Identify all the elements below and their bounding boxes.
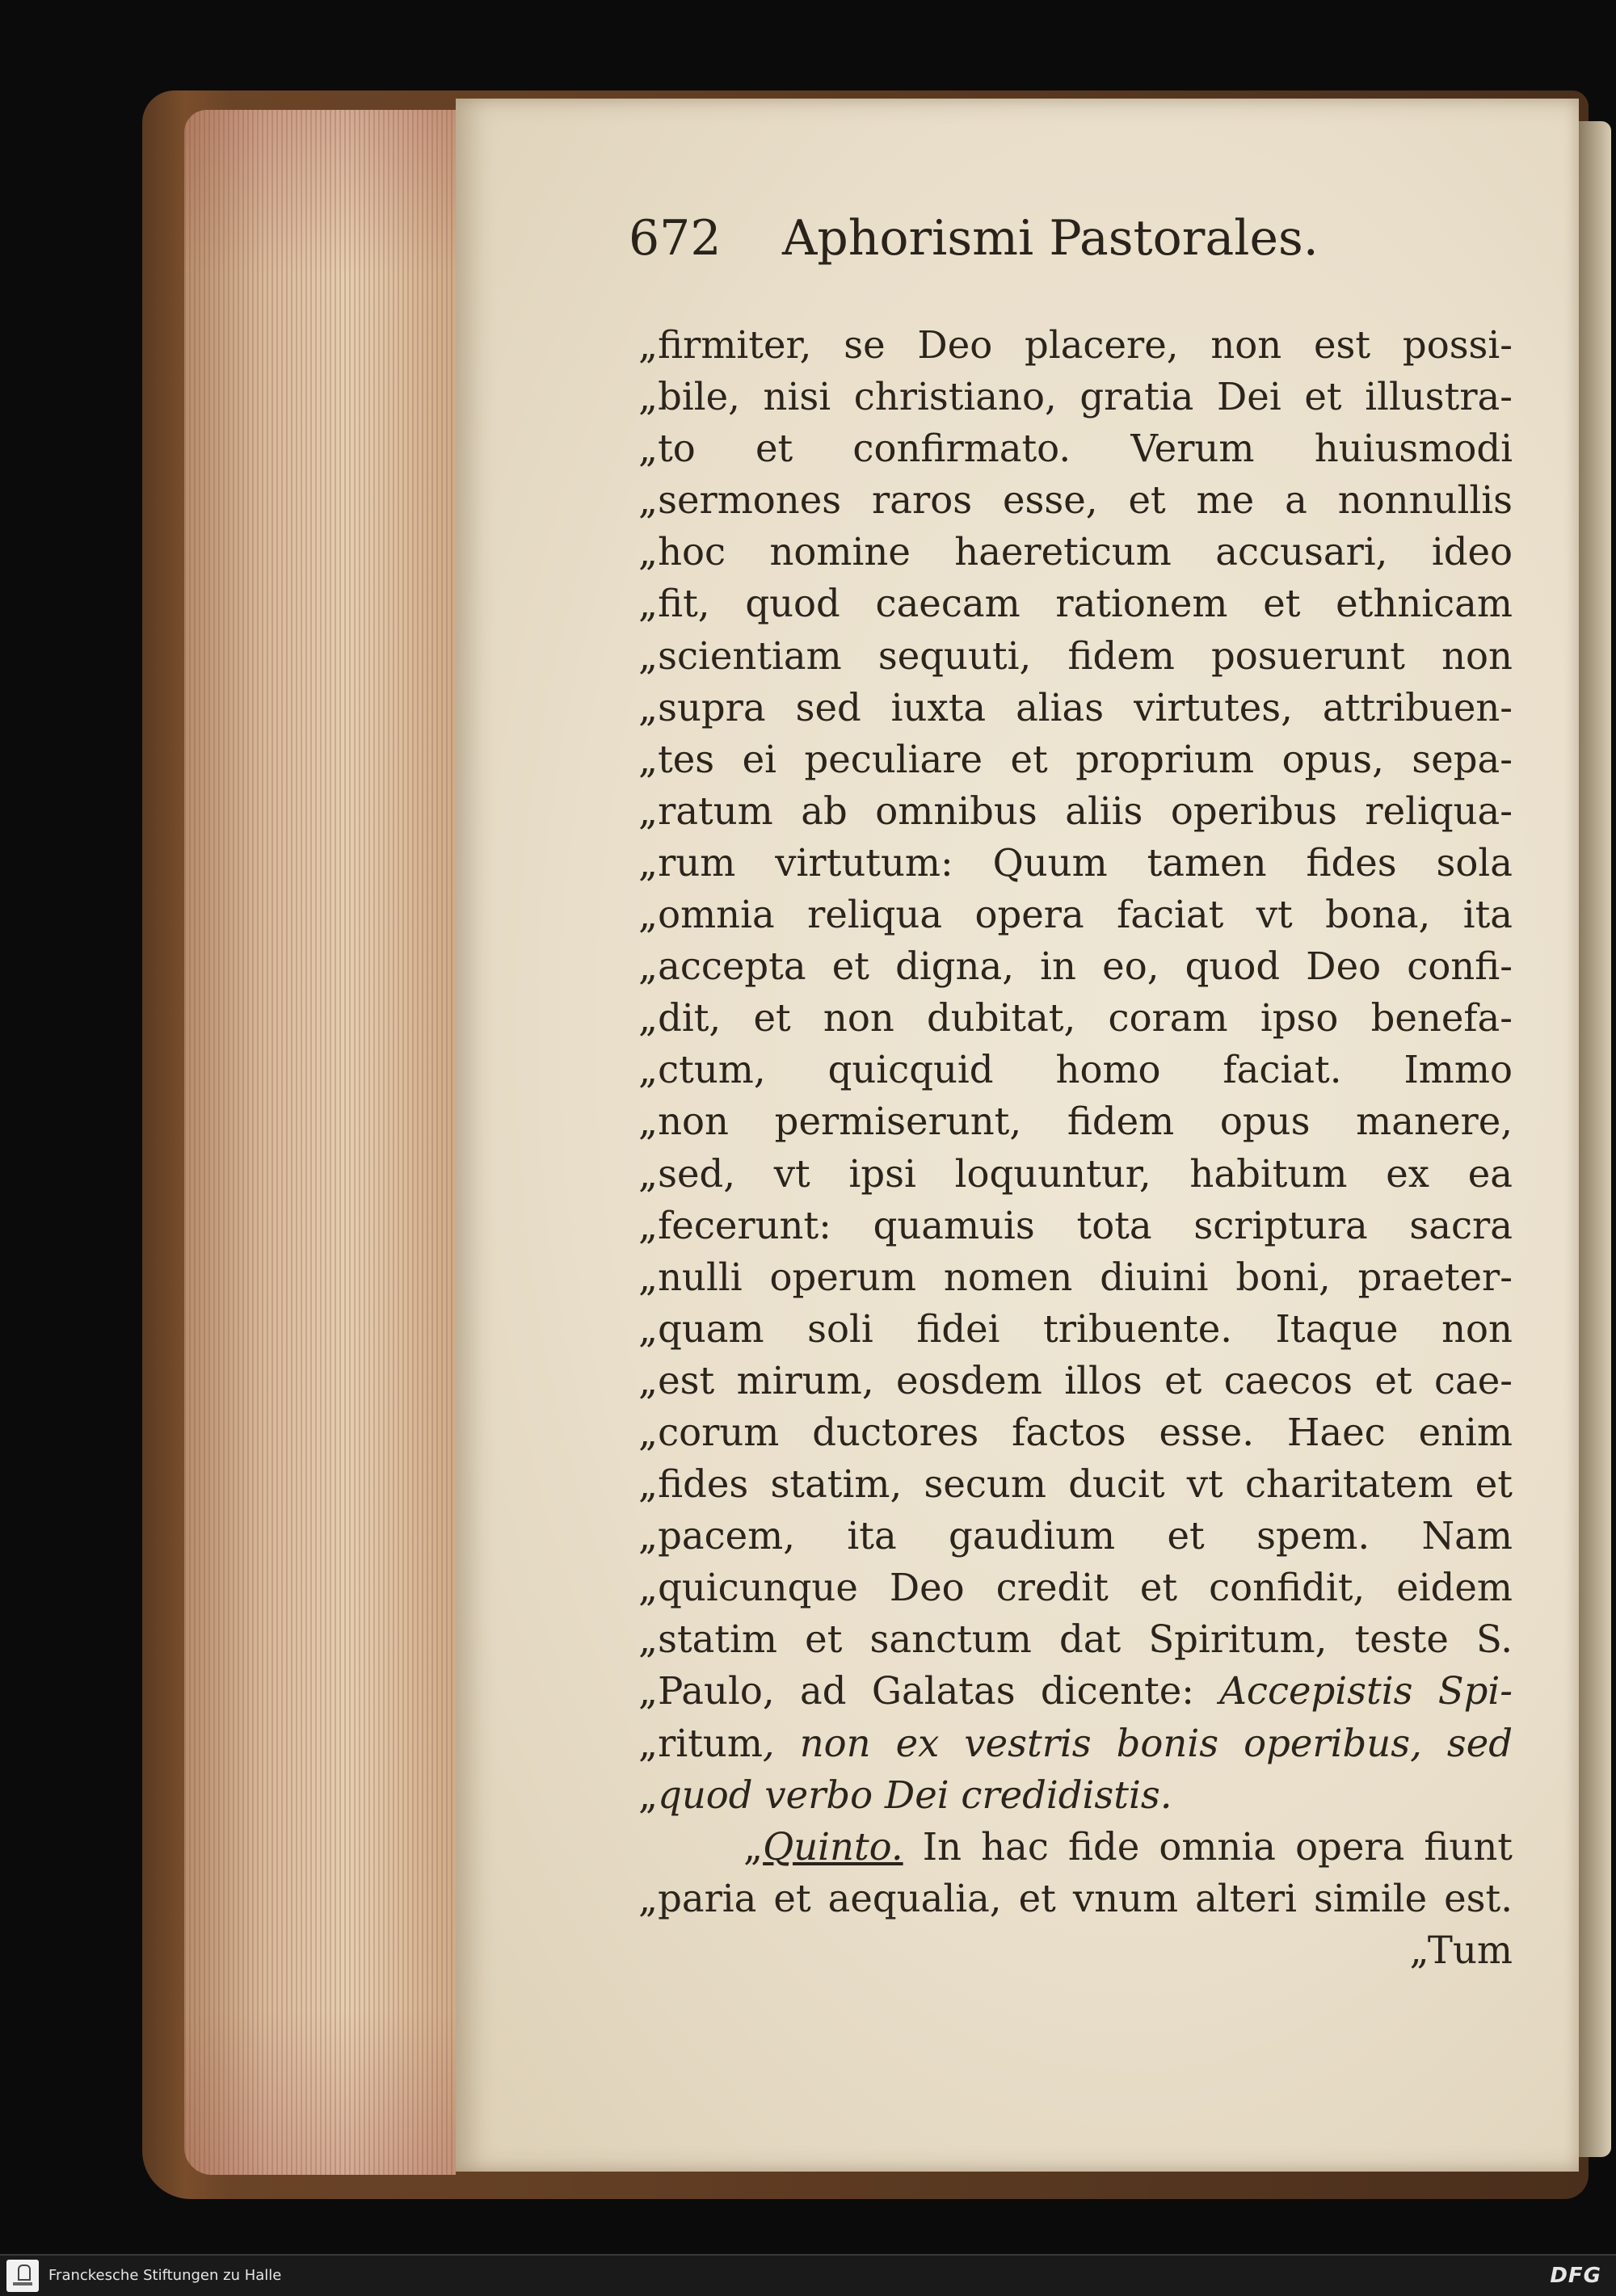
institution-logo-icon	[6, 2260, 39, 2292]
text-line: „nulli operum nomen diuini boni, praeter-	[638, 1255, 1513, 1299]
text-italic: , non ex vestris bonis operibus, sed	[762, 1721, 1513, 1765]
section-marker: Quinto.	[763, 1824, 903, 1869]
text-line	[638, 1718, 1513, 1769]
text-line: „non permiserunt, fidem opus manere,	[638, 1100, 1513, 1144]
page-edges	[184, 110, 456, 2175]
text-line	[638, 1769, 1513, 1821]
text-line: „fides statim, secum ducit vt charitatem et	[638, 1462, 1513, 1507]
text-roman: In hac fide omnia opera fiunt	[922, 1824, 1513, 1869]
text-line	[638, 1821, 1513, 1873]
dfg-logo: DFG	[1550, 2264, 1601, 2288]
text-line	[638, 1665, 1513, 1717]
text-roman: „ritum	[638, 1721, 763, 1765]
text-line: „firmiter, se Deo placere, non est possi-	[638, 323, 1513, 367]
text-line: „accepta et digna, in eo, quod Deo confi-	[638, 944, 1513, 989]
text-line: „sermones raros esse, et me a nonnullis	[638, 478, 1513, 523]
text-line: „omnia reliqua opera faciat vt bona, ita	[638, 893, 1513, 937]
text-line: „quicunque Deo credit et confidit, eidem	[638, 1566, 1513, 1610]
body-text	[638, 319, 1513, 1976]
running-title: Aphorismi Pastorales.	[782, 210, 1319, 267]
text-line: „corum ductores factos esse. Haec enim	[638, 1410, 1513, 1454]
text-line: „dit, et non dubitat, coram ipso benefa-	[638, 996, 1513, 1041]
text-line: „to et confirmato. Verum huiusmodi	[638, 427, 1513, 471]
facing-page-edge	[1579, 121, 1611, 2157]
text-roman: „Paulo, ad Galatas dicente:	[638, 1669, 1194, 1714]
institution-name: Franckesche Stiftungen zu Halle	[48, 2267, 282, 2284]
text-line: „est mirum, eosdem illos et caecos et cae-	[638, 1358, 1513, 1402]
text-line: „quam soli fidei tribuente. Itaque non	[638, 1306, 1513, 1351]
text-italic: quod verbo Dei credidistis.	[658, 1772, 1172, 1817]
text-italic: Accepistis Spi-	[1219, 1669, 1513, 1714]
text-line: „ratum ab omnibus aliis operibus reliqua-	[638, 788, 1513, 833]
viewer-footer	[0, 2254, 1616, 2296]
text-line: „pacem, ita gaudium et spem. Nam	[638, 1514, 1513, 1558]
text-line: „sed, vt ipsi loquuntur, habitum ex ea	[638, 1151, 1513, 1196]
text-line: „bile, nisi christiano, gratia Dei et illustra-	[638, 375, 1513, 419]
text-line: „ctum, quicquid homo faciat. Immo	[638, 1048, 1513, 1092]
text-line: „fecerunt: quamuis tota scriptura sacra	[638, 1203, 1513, 1247]
text-line: „tes ei peculiare et proprium opus, sepa-	[638, 737, 1513, 781]
text-roman: „	[638, 1772, 659, 1817]
text-line: „fit, quod caecam rationem et ethnicam	[638, 582, 1513, 626]
text-roman: „	[743, 1824, 764, 1869]
text-line: „hoc nomine haereticum accusari, ideo	[638, 530, 1513, 574]
page-header	[629, 202, 1517, 275]
text-line: „paria et aequalia, et vnum alteri simile est.	[638, 1876, 1513, 1920]
text-line: „supra sed iuxta alias virtutes, attribuen-	[638, 685, 1513, 730]
catchword: „Tum	[1409, 1928, 1513, 1972]
text-line: „rum virtutum: Quum tamen fides sola	[638, 840, 1513, 885]
text-line: „scientiam sequuti, fidem posuerunt non	[638, 633, 1513, 678]
page-number: 672	[629, 210, 722, 267]
text-line: „statim et sanctum dat Spiritum, teste S.	[638, 1617, 1513, 1662]
